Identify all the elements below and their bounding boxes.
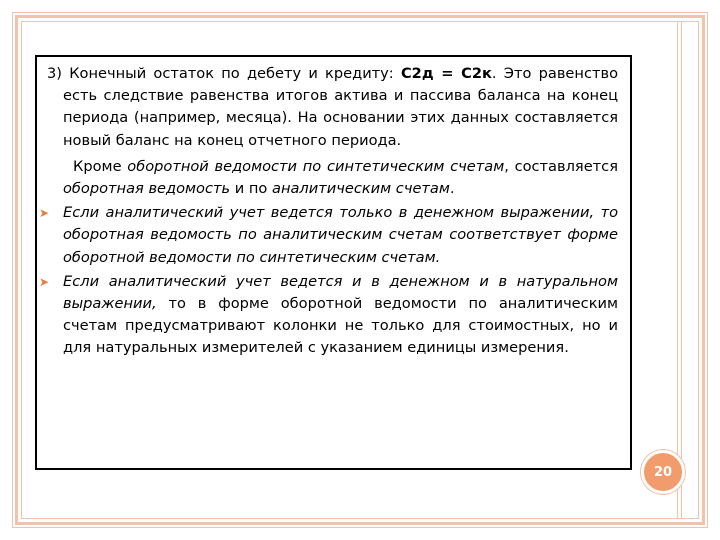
page-number-badge: 20 [641, 450, 685, 494]
p2-text-4: . [449, 180, 455, 198]
p1-lead-text: 3) Конечный остаток по дебету и кредиту: [47, 65, 401, 82]
bullet1-text: Если аналитический учет ведется только в денежном выражении, то оборотная ведомость по аналитическим счетам соответствует форме оборотной ведомости по синтетическим счетам. [63, 204, 618, 266]
side-rule-left [677, 21, 678, 519]
arrow-bullet-icon: ➤ [39, 206, 50, 221]
p2-italic-3: аналитическим счетам [272, 180, 450, 198]
balance-formula: С2д = С2к [400, 65, 492, 82]
bullet-item-monetary [39, 202, 618, 269]
p2-italic-2: оборотная ведомость [63, 180, 231, 198]
p2-italic-1: оборотной ведомости по синтетическим счетам [127, 157, 505, 175]
side-rule-right [681, 21, 682, 519]
bullet2-rest-text: то в форме оборотной ведомости по аналитическим счетам предусматривают колонки не только для стоимостных, но и для натуральных измерителей с указанием единицы измерения. [63, 295, 618, 357]
bullet-item-natural [39, 271, 618, 360]
text-content-box [35, 55, 632, 470]
p2-text-2: , составляется [504, 157, 618, 175]
paragraph-turnover-sheets [47, 156, 618, 200]
p1-rest-text: . Это равенство есть следствие равенства итогов актива и пассива баланса на конец периода (например, месяца). На основании этих данных составляется новый баланс на конец отчетного периода. [63, 65, 618, 149]
p2-text-1: Кроме [73, 157, 128, 175]
arrow-bullet-icon: ➤ [39, 274, 50, 289]
p2-text-3: и по [230, 180, 272, 198]
paragraph-balance-equality [47, 63, 618, 152]
bullet2-italic-text: Если аналитический учет ведется и в денежном и в натуральном выражении, [63, 272, 618, 313]
